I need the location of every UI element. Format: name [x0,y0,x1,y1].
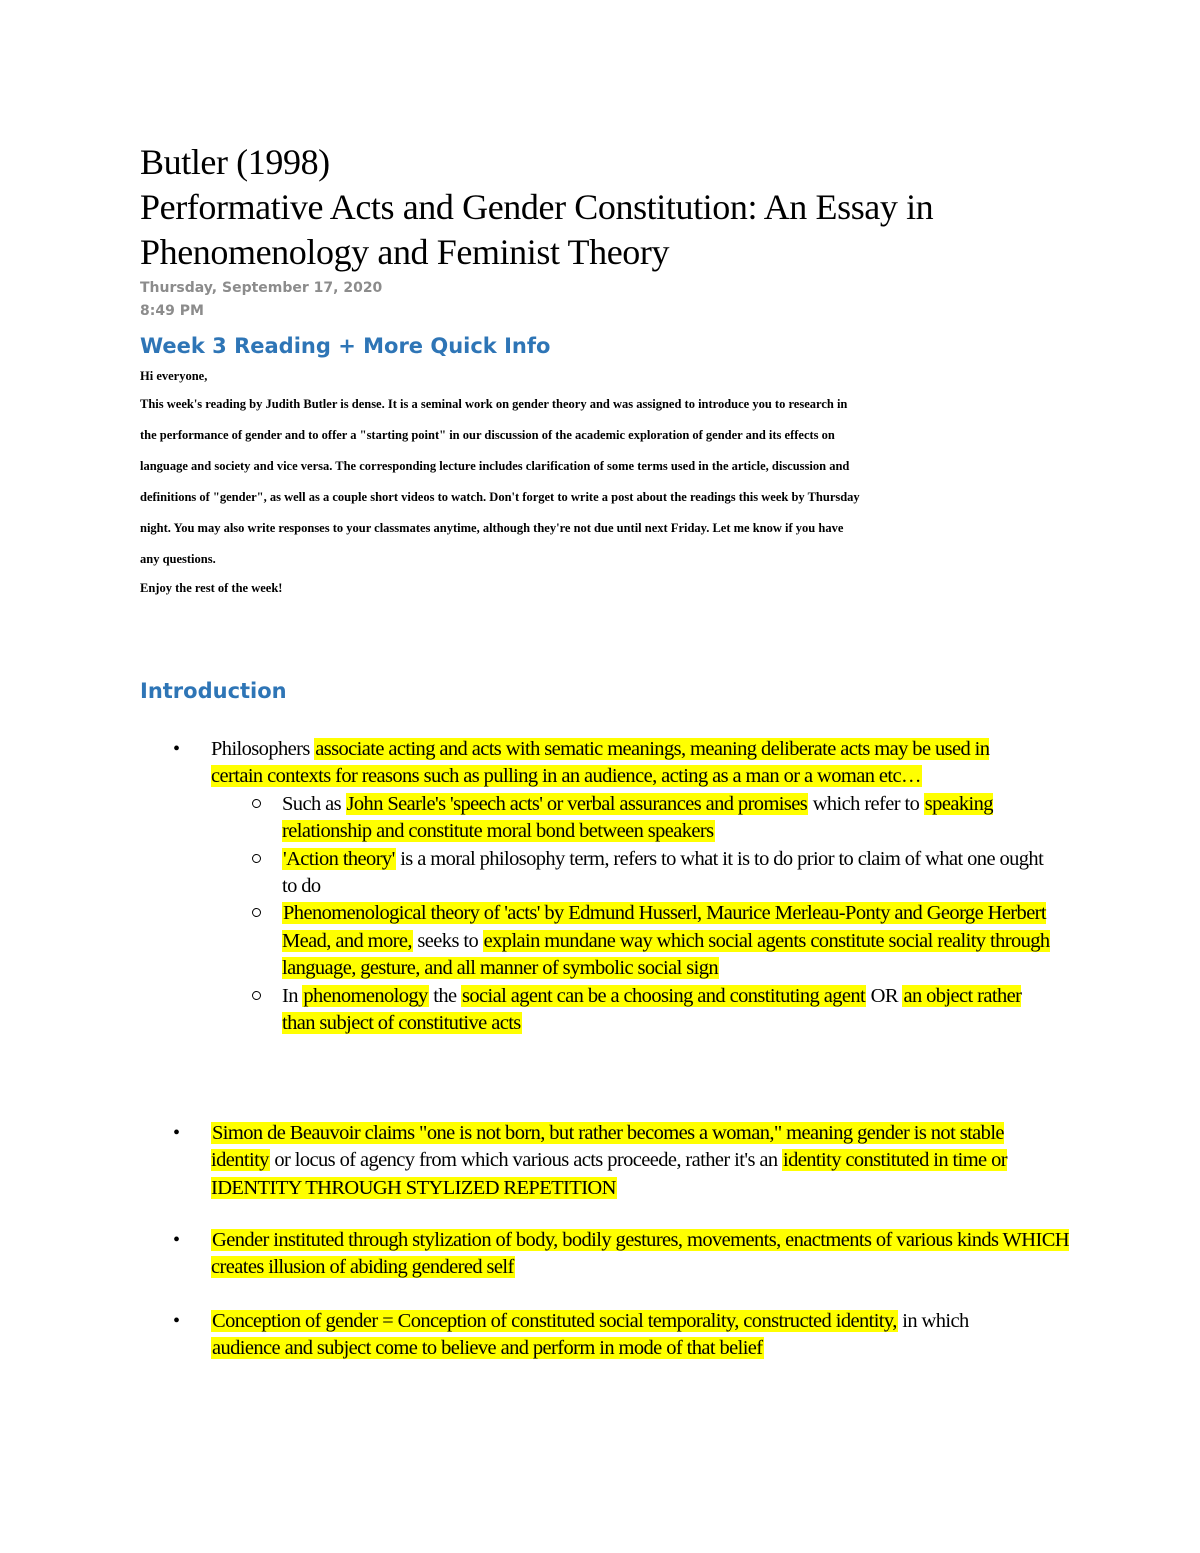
bullet-icon: • [173,738,181,760]
announcement-line: definitions of "gender", as well as a couple short videos to watch. Don't forget to write a post about the readings this week by Thursday [140,490,860,504]
bullet-list [140,1120,1080,1202]
bullet-icon: • [173,1229,181,1251]
announcement-line: night. You may also write responses to your classmates anytime, although they're not due until next Friday. Let me know if you have [140,521,844,535]
text-run: seeks to [412,929,483,952]
bullet-icon: • [173,1122,181,1144]
highlighted-text: Gender instituted through stylization of body, bodily gestures, movements, enactments of various kinds WHICH creates illusion of abiding gendered self [211,1229,1069,1279]
bullet-list [140,736,1080,1037]
announcement-line: language and society and vice versa. The corresponding lecture includes clarification of some terms used in the article, discussion and [140,459,850,473]
list-item [140,1227,1080,1282]
announcement-body [140,389,1080,575]
highlighted-text: speaking relationship and constitute moral bond between speakers [282,792,993,843]
highlighted-text: identity constituted in time or IDENTITY THROUGH STYLIZED REPETITION [211,1149,1007,1199]
text-run: is a moral philosophy term, refers to what it is to do prior to claim of what one ought to do [282,847,1044,898]
announcement-line: This week's reading by Judith Butler is dense. It is a seminal work on gender theory and was assigned to introduce you to research in [140,397,848,411]
note-date: Thursday, September 17, 2020 [140,280,383,296]
text-run: in which [897,1310,969,1332]
sub-list-item [211,846,1080,901]
announcement-closing: Enjoy the rest of the week! [140,581,283,595]
announcement-greeting: Hi everyone, [140,369,208,383]
highlighted-text: John Searle's 'speech acts' or verbal assurances and promises [346,792,808,815]
highlighted-text: audience and subject come to believe and perform in mode of that belief [212,1337,763,1360]
list-item [140,736,1080,1037]
bullet-list [140,1227,1080,1282]
text-run: In [282,984,303,1007]
hollow-circle-bullet-icon [252,854,261,863]
sub-list-item [211,983,1080,1038]
announcement-heading: Week 3 Reading + More Quick Info [140,334,551,358]
note-time: 8:49 PM [140,303,204,319]
announcement-line: any questions. [140,552,216,566]
highlighted-text: 'Action theory' [283,847,395,870]
hollow-circle-bullet-icon [252,908,261,917]
text-run: which refer to [808,792,924,815]
list-item [140,1120,1080,1202]
sub-bullet-list [211,791,1080,1038]
note-page [140,140,1080,1360]
highlighted-text: Conception of gender = Conception of constituted social temporality, constructed identity, [212,1310,897,1332]
sub-list-item [211,791,1080,846]
note-title [140,140,1080,275]
highlighted-text: social agent can be a choosing and constituting agent [462,984,866,1007]
text-run: Philosophers [211,738,315,760]
bullet-icon: • [173,1310,181,1332]
bullet-list [140,1308,1080,1363]
text-run: Such as [282,792,346,815]
list-item [140,1308,1080,1363]
highlighted-text: associate acting and acts with sematic meanings, meaning deliberate acts may be used in certain contexts for reasons such as pulling in an audience, acting as a man or a woman etc… [211,738,990,788]
introduction-heading: Introduction [140,679,287,703]
hollow-circle-bullet-icon [252,799,261,808]
highlighted-text: an object rather than subject of constitutive acts [282,984,1022,1035]
title-line-3: Phenomenology and Feminist Theory [140,232,670,272]
announcement-line: the performance of gender and to offer a "starting point" in our discussion of the academic exploration of gender and its effects on [140,428,835,442]
text-run: or locus of agency from which various acts proceede, rather it's an [269,1149,783,1172]
title-line-2: Performative Acts and Gender Constitution: An Essay in [140,187,934,227]
text-run: OR [866,984,903,1007]
sub-list-item [211,900,1080,982]
highlighted-text: Phenomenological theory of 'acts' by Edmund Husserl, Maurice Merleau-Ponty and George Herbert Mead, and more, [282,902,1047,952]
hollow-circle-bullet-icon [252,991,261,1000]
title-line-1: Butler (1998) [140,142,330,182]
highlighted-text: phenomenology [303,984,428,1007]
highlighted-text: Simon de Beauvoir claims "one is not born, but rather becomes a woman," meaning gender is not stable identity [211,1122,1004,1172]
text-run: the [428,984,461,1007]
highlighted-text: explain mundane way which social agents constitute social reality through language, gesture, and all manner of symbolic social sign [282,929,1050,980]
